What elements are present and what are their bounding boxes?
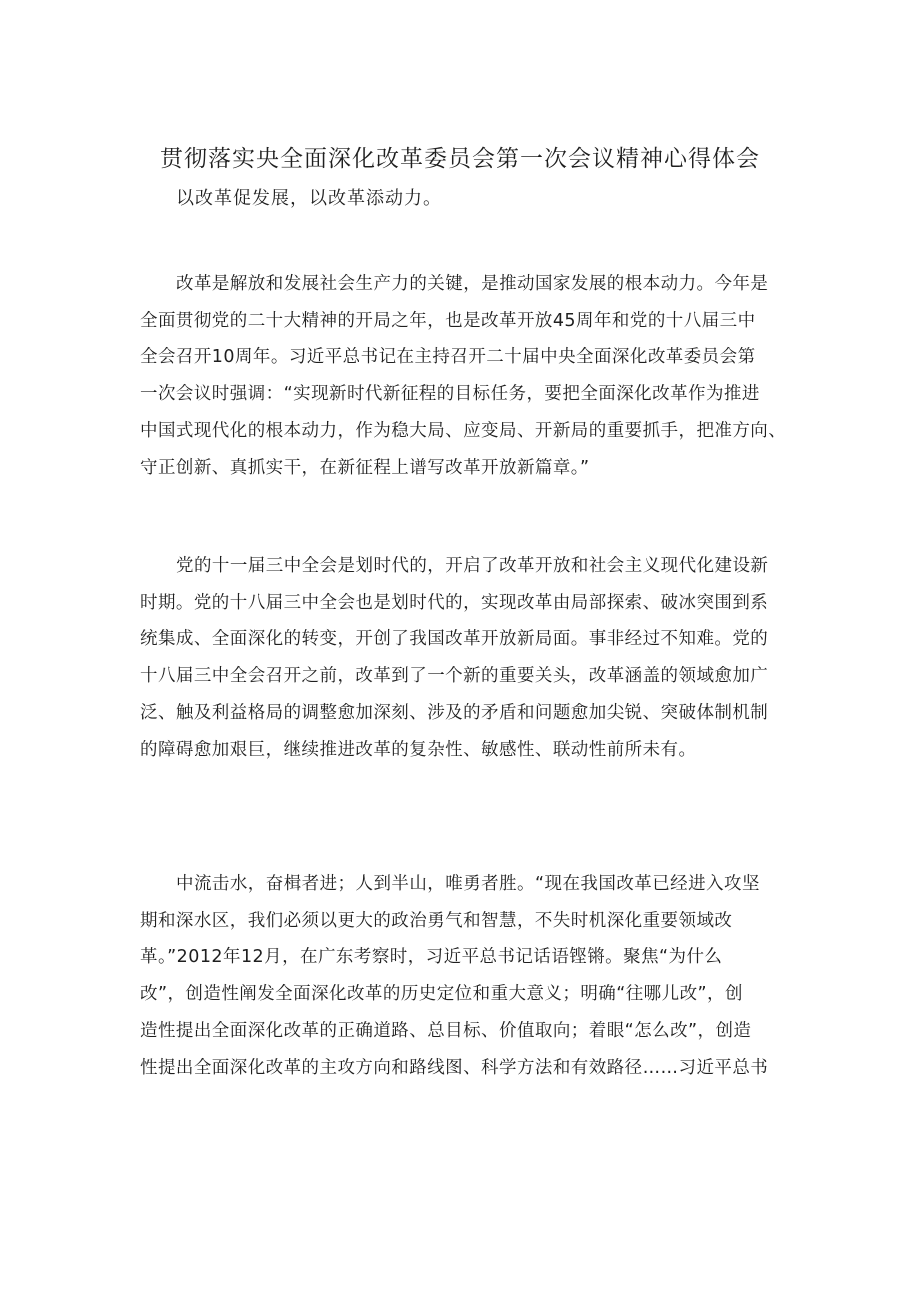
paragraph-2: [140, 548, 784, 768]
paragraph-line: 守正创新、真抓实干，在新征程上谱写改革开放新篇章。”: [140, 457, 590, 478]
paragraph-line: 十八届三中全会召开之前，改革到了一个新的重要关头，改革涵盖的领域愈加广: [140, 666, 769, 687]
paragraph-3: [140, 866, 784, 1086]
paragraph-line: 革。”2012年12月，在广东考察时，习近平总书记话语铿锵。聚焦“为什么: [140, 947, 723, 968]
paragraph-line: 全会召开10周年。习近平总书记在主持召开二十届中央全面深化改革委员会第: [140, 347, 756, 368]
paragraph-line: 党的十一届三中全会是划时代的，开启了改革开放和社会主义现代化建设新: [176, 556, 769, 576]
paragraph-line: 性提出全面深化改革的主攻方向和路线图、科学方法和有效路径……习近平总书: [140, 1057, 769, 1078]
paragraph-line: 造性提出全面深化改革的正确道路、总目标、价值取向；着眼“怎么改”，创造: [140, 1020, 752, 1041]
paragraph-line: 的障碍愈加艰巨，继续推进改革的复杂性、敏感性、联动性前所未有。: [140, 739, 697, 760]
paragraph-1: [140, 266, 787, 486]
paragraph-line: 泛、触及利益格局的调整愈加深刻、涉及的矛盾和问题愈加尖锐、突破体制机制: [140, 702, 769, 723]
paragraph-line: 统集成、全面深化的转变，开创了我国改革开放新局面。事非经过不知难。党的: [140, 629, 769, 650]
paragraph-line: 改革是解放和发展社会生产力的关键，是推动国家发展的根本动力。今年是: [176, 274, 769, 294]
paragraph-line: 期和深水区，我们必须以更大的政治勇气和智慧，不失时机深化重要领域改: [140, 910, 733, 931]
paragraph-line: 改”，创造性阐发全面深化改革的历史定位和重大意义；明确“往哪儿改”，创: [140, 984, 743, 1005]
paragraph-line: 全面贯彻党的二十大精神的开局之年，也是改革开放45周年和党的十八届三中: [140, 310, 756, 331]
paragraph-line: 一次会议时强调：“实现新时代新征程的目标任务，要把全面深化改革作为推进: [140, 384, 760, 405]
lead-sentence: 以改革促发展，以改革添动力。: [176, 188, 442, 209]
paragraph-line: 中流击水，奋楫者进；人到半山，唯勇者胜。“现在我国改革已经进入攻坚: [176, 874, 760, 894]
paragraph-line: 中国式现代化的根本动力，作为稳大局、应变局、开新局的重要抓手，把准方向、: [140, 420, 787, 441]
paragraph-line: 时期。党的十八届三中全会也是划时代的，实现改革由局部探索、破冰突围到系: [140, 592, 769, 613]
document-title: 贯彻落实央全面深化改革委员会第一次会议精神心得体会: [160, 146, 760, 172]
